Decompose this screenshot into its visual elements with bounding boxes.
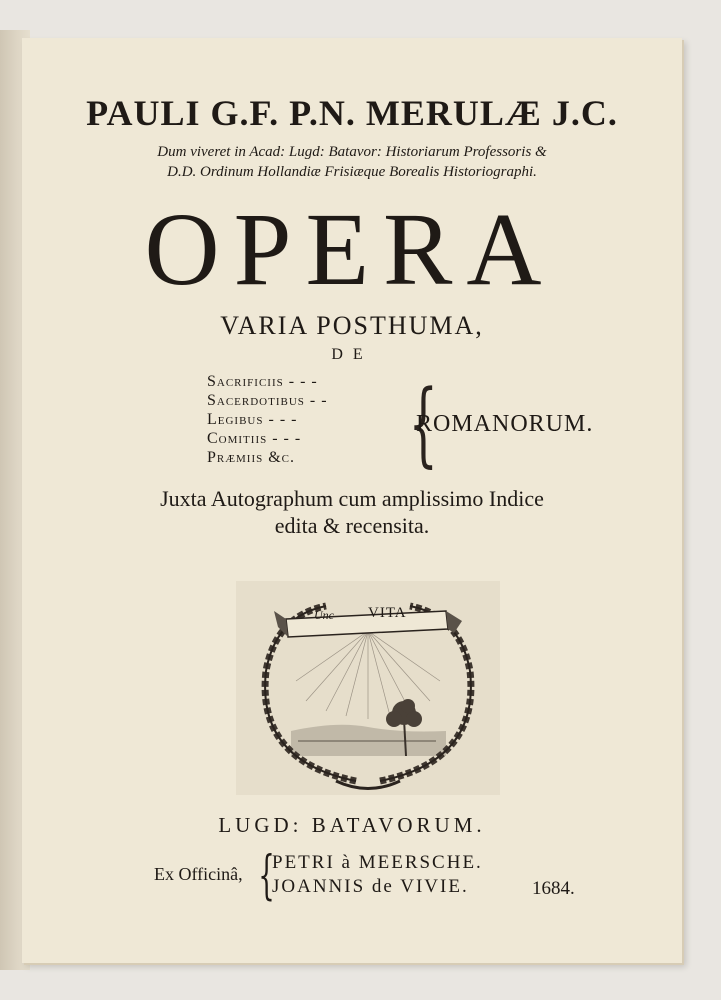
- subjects-group-label: ROMANORUM.: [416, 411, 594, 437]
- curly-brace-icon: {: [408, 370, 438, 477]
- subject-item: Sacerdotibus - -: [207, 392, 328, 409]
- author-line: PAULI G.F. P.N. MERULÆ J.C.: [86, 93, 618, 133]
- subject-item: Comitiis - - -: [207, 430, 302, 447]
- banner-text-2: VITA: [368, 605, 407, 621]
- author-description-line-1: Dum viveret in Acad: Lugd: Batavor: Historiarum Professoris &: [157, 144, 547, 160]
- main-title: OPERA: [144, 192, 556, 307]
- imprint-place: LUGD: BATAVORUM.: [218, 813, 486, 837]
- subject-item: Sacrificiis - - -: [207, 373, 318, 390]
- imprint-officina: Ex Officinâ,: [154, 864, 243, 884]
- subjects-list: [207, 373, 397, 468]
- subtitle: VARIA POSTHUMA,: [220, 311, 484, 340]
- author-description-line-2: D.D. Ordinum Hollandiæ Frisiæque Borealis Historiographi.: [167, 164, 537, 180]
- preposition: DE: [331, 346, 373, 363]
- printer-device-vignette: [236, 581, 500, 795]
- subject-item: Legibus - - -: [207, 411, 298, 428]
- edition-note-line-2: edita & recensita.: [274, 513, 430, 538]
- edition-note-line-1: Juxta Autographum cum amplissimo Indice: [160, 486, 544, 511]
- imprint-year: 1684.: [532, 878, 575, 899]
- subject-item: Præmiis &c.: [207, 449, 296, 466]
- title-page: [22, 38, 682, 963]
- banner-text-1: Unc: [314, 608, 334, 622]
- printer-name-1: PETRI à MEERSCHE.: [272, 852, 483, 873]
- curly-brace-icon: {: [258, 846, 275, 906]
- printer-name-2: JOANNIS de VIVIE.: [272, 876, 469, 897]
